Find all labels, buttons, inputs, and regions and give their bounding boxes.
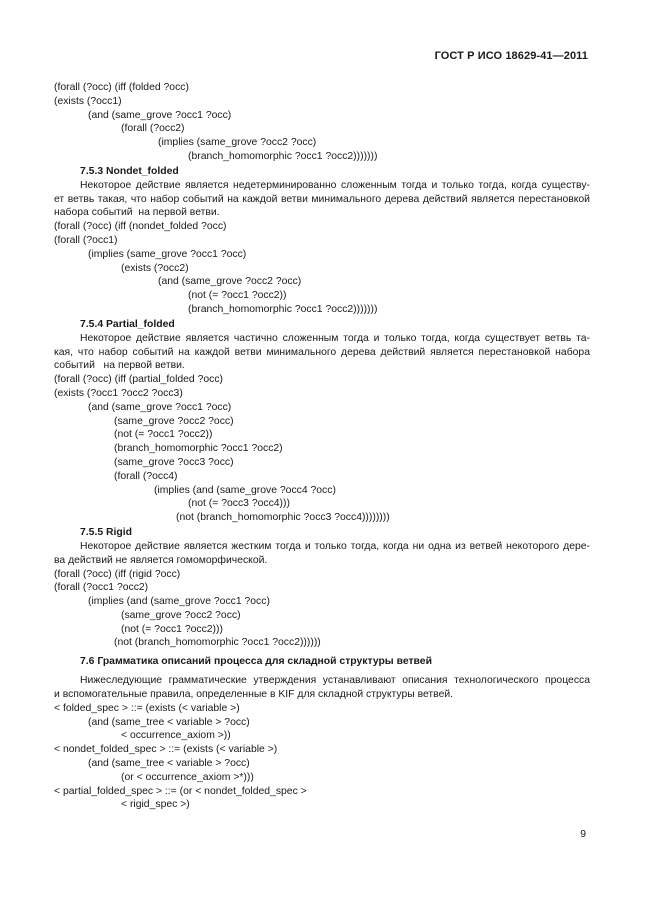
page-number: 9: [580, 829, 586, 840]
document-body: [54, 81, 590, 812]
code-line: < folded_spec > ::= (exists (< variable >): [54, 702, 240, 714]
code-line: (forall (?occ) (iff (nondet_folded ?occ): [54, 221, 227, 233]
paragraph-line: Некоторое действие является недетерминированно сложенным тогда и только тогда, когда существу-: [80, 179, 590, 191]
code-line: (exists (?occ1): [54, 95, 122, 107]
paragraph-line: и вспомогательные правила, определенные в KIF для складной структуры ветвей.: [54, 689, 454, 701]
code-line: (forall (?occ4): [114, 470, 178, 482]
code-line: (not (= ?occ1 ?occ2)): [188, 290, 287, 302]
standard-header: ГОСТ Р ИСО 18629-41—2011: [434, 50, 588, 62]
code-line: (forall (?occ2): [121, 123, 185, 135]
paragraph-line: Некоторое действие является частично сложенным тогда и только тогда, когда существует ветвь та-: [80, 332, 590, 344]
code-line: < nondet_folded_spec > ::= (exists (< variable >): [54, 744, 278, 756]
code-line: (branch_homomorphic ?occ1 ?occ2))))))): [188, 150, 378, 162]
code-line: (forall (?occ) (iff (rigid ?occ): [54, 568, 181, 580]
code-line: (and (same_tree < variable > ?occ): [88, 716, 250, 728]
code-line: (and (same_grove ?occ2 ?occ): [158, 276, 302, 288]
code-line: (same_grove ?occ3 ?occ): [114, 456, 234, 468]
section-heading-7-5-3: 7.5.3 Nondet_folded: [80, 165, 179, 177]
code-line: (implies (same_grove ?occ1 ?occ): [88, 248, 247, 260]
code-line: (not (= ?occ1 ?occ2)): [114, 429, 213, 441]
code-line: (implies (and (same_grove ?occ4 ?occ): [154, 484, 336, 496]
paragraph-line: Нижеследующие грамматические утверждения устанавливают описания технологического процесса: [80, 675, 590, 687]
code-line: (and (same_grove ?occ1 ?occ): [88, 109, 232, 121]
code-line: (branch_homomorphic ?occ1 ?occ2): [114, 443, 283, 455]
code-line: < partial_folded_spec > ::= (or < nondet_folded_spec >: [54, 785, 307, 797]
paragraph-line: событий на первой ветви.: [54, 360, 185, 372]
code-line: (exists (?occ2): [121, 262, 189, 274]
code-line: (same_grove ?occ2 ?occ): [121, 609, 241, 621]
section-heading-7-6: 7.6 Грамматика описаний процесса для складной структуры ветвей: [80, 656, 432, 668]
code-line: (forall (?occ1): [54, 234, 118, 246]
section-heading-7-5-5: 7.5.5 Rigid: [80, 526, 132, 538]
code-line: (branch_homomorphic ?occ1 ?occ2))))))): [188, 303, 378, 315]
code-line: (forall (?occ1 ?occ2): [54, 582, 149, 594]
code-line: (not (= ?occ3 ?occ4))): [188, 498, 290, 510]
paragraph-line: Некоторое действие является жестким тогда и только тогда, когда ни одна из ветвей некоторого дере-: [80, 540, 590, 552]
paragraph-line: ва действий не является гомоморфической.: [54, 554, 268, 566]
code-line: (same_grove ?occ2 ?occ): [114, 415, 234, 427]
code-line: (forall (?occ) (iff (folded ?occ): [54, 82, 189, 93]
paragraph-line: набора событий на первой ветви.: [54, 207, 220, 219]
code-line: (forall (?occ) (iff (partial_folded ?occ): [54, 374, 224, 386]
code-line: (or < occurrence_axiom >*))): [121, 771, 254, 783]
code-line: (implies (and (same_grove ?occ1 ?occ): [88, 596, 270, 608]
code-line: < occurrence_axiom >)): [121, 730, 231, 742]
code-line: (not (branch_homomorphic ?occ3 ?occ4)))))))): [176, 512, 390, 524]
code-line: < rigid_spec >): [121, 799, 190, 811]
code-line: (exists (?occ1 ?occ2 ?occ3): [54, 387, 183, 399]
code-line: (implies (same_grove ?occ2 ?occ): [158, 137, 317, 149]
paragraph-line: кая, что набор событий на каждой ветви минимального дерева действий является перестановкой набора: [54, 346, 590, 358]
code-line: (not (branch_homomorphic ?occ1 ?occ2)))))): [114, 637, 321, 649]
code-line: (and (same_tree < variable > ?occ): [88, 758, 250, 770]
paragraph-line: ет ветвь такая, что набор событий на каждой ветви минимального дерева действий является перестановкой: [54, 193, 590, 205]
section-heading-7-5-4: 7.5.4 Partial_folded: [80, 318, 175, 330]
code-line: (and (same_grove ?occ1 ?occ): [88, 401, 232, 413]
code-line: (not (= ?occ1 ?occ2))): [121, 623, 223, 635]
